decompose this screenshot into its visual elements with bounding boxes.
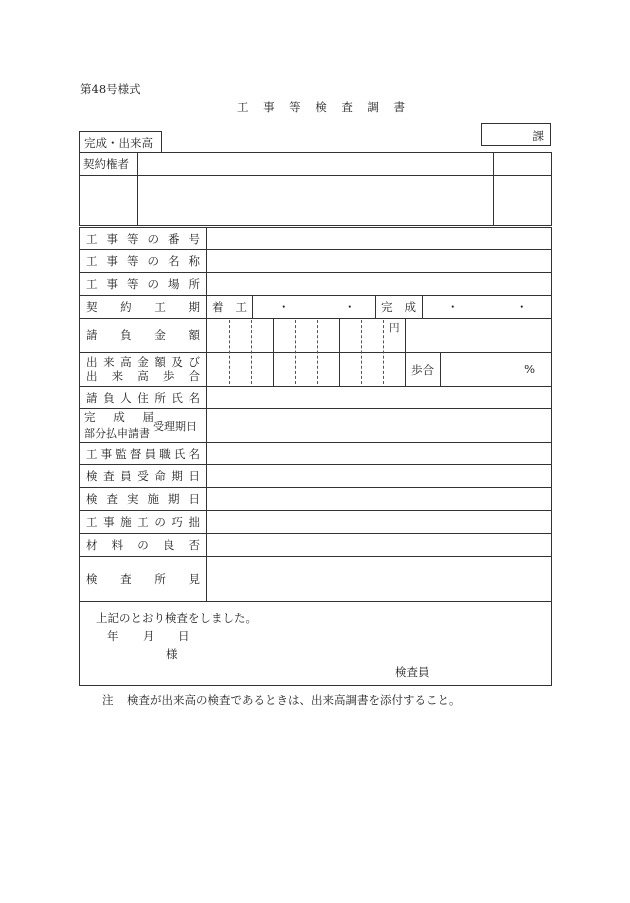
workmanship-field[interactable] xyxy=(207,511,551,533)
report-received-date-field[interactable] xyxy=(207,409,551,442)
label-materials: 材 料 の 良 否 xyxy=(86,537,200,552)
date-month-label: 月 xyxy=(143,629,155,643)
label-progress-amount: 出 来 高 金 額 及 び xyxy=(86,355,200,369)
materials-field[interactable] xyxy=(207,534,551,556)
period-divider xyxy=(375,295,376,318)
label-report-suffix: 受理期日 xyxy=(153,420,197,433)
note-text: 検査が出来高の検査であるときは、出来高調書を添付すること。 xyxy=(127,693,461,707)
percent-unit: % xyxy=(524,362,535,376)
label-project-place: 工 事 等 の 場 所 xyxy=(86,276,200,291)
certification-statement: 上記のとおり検査をしました。 xyxy=(96,611,257,625)
label-contract-amount: 請 負 金 額 xyxy=(86,327,200,342)
contract-amount-field[interactable] xyxy=(207,319,404,352)
inspector-order-date-field[interactable] xyxy=(207,465,551,487)
label-inspection-opinion: 検 査 所 見 xyxy=(86,571,200,586)
date-day-label: 日 xyxy=(178,629,190,643)
supervisor-field[interactable] xyxy=(207,443,551,464)
label-project-name: 工 事 等 の 名 称 xyxy=(86,253,200,268)
completion-type-box xyxy=(79,131,162,153)
start-label: 着 工 xyxy=(212,299,247,314)
label-supervisor: 工 事 監 督 員 職 氏 名 xyxy=(86,446,200,461)
progress-amount-field[interactable] xyxy=(207,353,404,386)
project-name-field[interactable] xyxy=(207,250,551,272)
inspector-label: 検査員 xyxy=(395,665,430,679)
note-label: 注 xyxy=(102,693,114,707)
label-report-line1: 完 成 届 xyxy=(84,410,154,424)
label-project-number: 工 事 等 の 番 号 xyxy=(86,231,200,246)
completion-type-label: 完成・出来高 xyxy=(84,136,153,150)
section-box[interactable] xyxy=(481,123,551,146)
label-progress-rate: 出 来 高 歩 合 xyxy=(86,369,200,383)
contractor-value-bottom[interactable] xyxy=(138,176,492,224)
rate-label: 歩合 xyxy=(411,363,434,377)
inspection-date-field[interactable] xyxy=(207,488,551,510)
form-number: 第48号様式 xyxy=(80,82,141,96)
label-contract-period: 契 約 工 期 xyxy=(86,299,200,314)
inspection-opinion-field[interactable] xyxy=(207,557,551,601)
date-year-label: 年 xyxy=(107,629,119,643)
label-inspector-order-date: 検 査 員 受 命 期 日 xyxy=(86,468,200,483)
contractor-side-cell[interactable] xyxy=(494,153,551,224)
yen-unit: 円 xyxy=(389,322,400,334)
contractor-label: 契約権者 xyxy=(83,157,129,171)
progress-rate-field[interactable] xyxy=(441,353,551,386)
section-label: 課 xyxy=(532,129,544,143)
completion-label: 完 成 xyxy=(381,299,416,314)
contract-amount-blank xyxy=(406,319,551,352)
inspector-signature-field[interactable] xyxy=(440,660,540,682)
label-report-line2: 部分払申請書 xyxy=(84,427,150,440)
project-number-field[interactable] xyxy=(207,228,551,249)
start-date-field[interactable]: ・ ・ xyxy=(278,300,356,314)
addressee-sama: 様 xyxy=(166,647,178,661)
label-contractor-address: 請 負 人 住 所 氏 名 xyxy=(86,390,200,405)
project-place-field[interactable] xyxy=(207,273,551,295)
contractor-value-top[interactable] xyxy=(138,153,492,174)
contractor-address-field[interactable] xyxy=(207,387,551,408)
completion-date-field[interactable]: ・ ・ xyxy=(447,300,528,314)
document-title: 工 事 等 検 査 調 書 xyxy=(237,100,405,114)
label-inspection-date: 検 査 実 施 期 日 xyxy=(86,491,200,506)
label-workmanship: 工 事 施 工 の 巧 拙 xyxy=(86,514,200,529)
row-line xyxy=(79,601,552,602)
